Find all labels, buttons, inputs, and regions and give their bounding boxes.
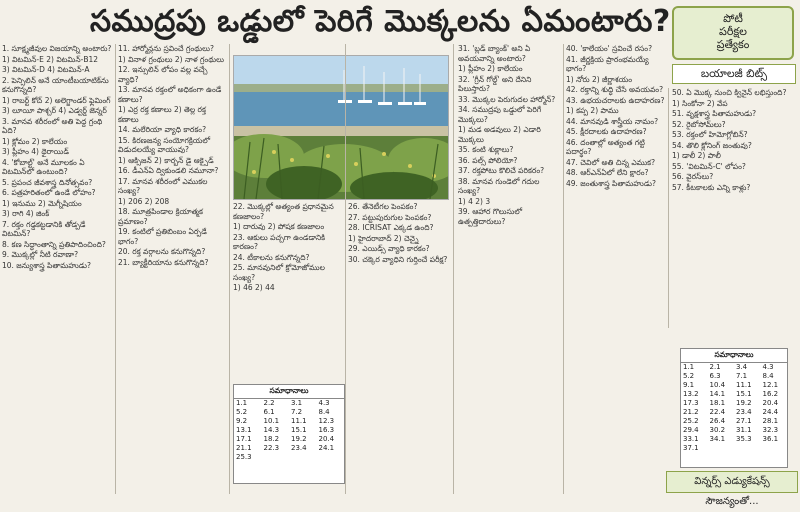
question-line: 33. మొక్కల పెరుగుదల హార్మోన్? bbox=[458, 94, 556, 104]
answer-key-cell: 1.1 bbox=[683, 363, 695, 371]
question-line: 54. తొలి క్లోనింగ్ జంతువు? bbox=[672, 140, 752, 150]
answer-key-cell: 3.1 bbox=[291, 399, 303, 407]
question-line: 31. 'బ్లడ్ బ్యాంక్' అని ఏ అవయవాన్ని అంటారు? bbox=[458, 44, 531, 63]
question-line: 1) రాబర్ట్ కోచ్ 2) అలెగ్జాండర్ ఫ్లెమింగ్ bbox=[2, 95, 111, 105]
question-line: 45. క్షీరదాలకు ఉదాహరణ? bbox=[566, 127, 647, 136]
question-line: 53. రక్తంలో హిమోగ్లోబిన్? bbox=[672, 130, 748, 139]
answer-key-cell: 28.1 bbox=[762, 417, 779, 425]
question-line: 19. కంటిలో ప్రతిబింబం ఏర్పడే భాగం? bbox=[118, 227, 207, 246]
question-line: 3) రాగి 4) జింక్ bbox=[2, 209, 50, 218]
question-line: 11. హార్మోన్లను స్రవించే గ్రంథులు? bbox=[118, 44, 214, 53]
answer-key-cell: 1.1 bbox=[236, 399, 248, 407]
question-line: 1) 206 2) 208 bbox=[118, 196, 170, 206]
question-line: 1) నోరు 2) జీర్ణాశయం bbox=[566, 74, 633, 84]
answer-key-cell: 24.4 bbox=[762, 408, 779, 416]
question-line: 52. రైబోసోమ్‌లు? bbox=[672, 119, 726, 129]
answer-key-cell: 37.1 bbox=[683, 444, 699, 452]
answer-key-cell: 19.2 bbox=[736, 399, 752, 407]
answer-key-row bbox=[234, 444, 344, 453]
question-line: 44. మానవుడి శాస్త్రీయ నామం? bbox=[566, 116, 659, 126]
question-line: 1) సింకోనా 2) వేప bbox=[672, 98, 728, 108]
answer-key-cell: 29.4 bbox=[683, 426, 699, 434]
answer-key-row bbox=[234, 426, 344, 435]
question-line: 28. ICRISAT ఎక్కడ ఉంది? bbox=[348, 223, 434, 232]
answer-key-cell: 24.1 bbox=[318, 444, 335, 452]
question-column-7 bbox=[348, 202, 451, 492]
answer-key-cell: 18.2 bbox=[263, 435, 280, 443]
answer-key-cell: 17.1 bbox=[236, 435, 252, 443]
headline: సముద్రపు ఒడ్డులో పెరిగే మొక్కలను ఏమంటారు? bbox=[90, 4, 671, 39]
question-line: 50. ఏ మొక్క నుంచి క్వినైన్ లభిస్తుంది? bbox=[672, 88, 787, 97]
answer-key-cell: 32.3 bbox=[762, 426, 779, 434]
question-line: 12. ఇన్సులిన్ లోపం వల్ల వచ్చే వ్యాధి? bbox=[118, 65, 208, 84]
answer-key-table bbox=[234, 399, 344, 462]
question-line: 3) ప్లీహం 4) థైరాయిడ్ bbox=[2, 147, 69, 156]
question-line: 10. జన్యుశాస్త్ర పితామహుడు? bbox=[2, 260, 91, 270]
question-line: 16. డీఎన్ఏ ద్వికుండలి నమూనా? bbox=[118, 166, 219, 175]
question-line: 14. మలేరియా వ్యాధి కారకం? bbox=[118, 125, 207, 134]
answer-key-cell bbox=[708, 444, 735, 453]
answer-key-row bbox=[234, 453, 344, 462]
answer-key-cell: 5.2 bbox=[236, 408, 248, 416]
answer-key-cell: 13.1 bbox=[236, 426, 252, 434]
answer-key-cell: 12.1 bbox=[762, 381, 779, 389]
question-line: 1) డాలీ 2) పాలీ bbox=[672, 151, 721, 160]
answer-key-row bbox=[681, 408, 787, 417]
question-column-4 bbox=[458, 44, 561, 495]
question-line: 51. వృక్షశాస్త్ర పితామహుడు? bbox=[672, 109, 757, 118]
answer-key-row bbox=[234, 399, 344, 408]
question-line: 38. మానవ గుండెలో గదుల సంఖ్య? bbox=[458, 176, 540, 195]
question-line: 1) కప్ప 2) పాము bbox=[566, 106, 619, 115]
answer-key-cell: 11.1 bbox=[736, 381, 752, 389]
question-line: 35. కంటి శుక్లాలు? bbox=[458, 145, 514, 154]
answer-key-title: సమాధానాలు bbox=[681, 349, 787, 363]
question-line: 5. ప్రపంచ జీవశాస్త్ర దినోత్సవం? bbox=[2, 177, 93, 187]
answer-key-cell: 16.2 bbox=[762, 390, 779, 398]
question-line: 18. మూత్రపిండాల క్రియాత్మక ప్రమాణం? bbox=[118, 207, 203, 226]
question-line: 46. దంతాల్లో అత్యంత గట్టి పదార్థం? bbox=[566, 137, 645, 156]
answer-key-cell: 14.3 bbox=[263, 426, 280, 434]
answer-key-cell: 15.1 bbox=[736, 390, 752, 398]
answer-key-cell: 15.1 bbox=[291, 426, 307, 434]
answer-key-cell: 9.2 bbox=[236, 417, 248, 425]
badge-line-2: పరీక్షల bbox=[719, 25, 747, 38]
question-line: 1) ఆక్సిజన్ 2) కార్బన్ డై ఆక్సైడ్ bbox=[118, 155, 214, 165]
question-line: 3) విటమిన్-D 4) విటమిన్-A bbox=[2, 65, 90, 74]
question-line: 41. జీర్ణక్రియ ప్రారంభమయ్యే భాగం? bbox=[566, 54, 649, 73]
question-line: 1) 46 2) 44 bbox=[233, 283, 275, 292]
answer-key-row bbox=[681, 363, 787, 372]
question-column-6 bbox=[672, 88, 796, 328]
answer-key-cell: 6.1 bbox=[263, 408, 275, 416]
answer-key-cell: 2.1 bbox=[709, 363, 721, 371]
answer-key-cell bbox=[761, 444, 788, 453]
question-line: 25. మానవునిలో క్రోమోజోముల సంఖ్య? bbox=[233, 263, 325, 282]
answer-key-cell: 7.2 bbox=[291, 408, 303, 416]
answer-key-cell: 25.2 bbox=[683, 417, 699, 425]
question-line: 1) హైదరాబాద్ 2) చెన్నై bbox=[348, 233, 419, 243]
question-line: 1) ఇనుము 2) మెగ్నీషియం bbox=[2, 198, 82, 208]
answer-key-title: సమాధానాలు bbox=[234, 385, 344, 399]
question-line: 2. పెన్సిలిన్ అనే యాంటీబయాటిక్‌ను కనుగొన్నది? bbox=[2, 75, 109, 94]
answer-key-cell: 25.3 bbox=[236, 453, 252, 461]
question-line: 47. చెవిలో అతి చిన్న ఎముక? bbox=[566, 157, 656, 167]
badge-line-3: ప్రత్యేకం bbox=[716, 38, 750, 51]
answer-key-cell: 17.3 bbox=[683, 399, 699, 407]
badge-line-1: పోటీ bbox=[723, 12, 743, 25]
answer-key-left bbox=[233, 384, 345, 484]
question-line: 17. మానవ శరీరంలో ఎముకల సంఖ్య? bbox=[118, 176, 208, 195]
question-line: 55. 'విటమిన్-C' లోపం? bbox=[672, 161, 746, 171]
question-line: 29. ఎయిడ్స్ వ్యాధి కారకం? bbox=[348, 244, 430, 253]
answer-key-cell bbox=[289, 453, 317, 462]
answer-key-cell: 19.2 bbox=[291, 435, 307, 443]
question-line: 43. ఉభయచరాలకు ఉదాహరణ? bbox=[566, 95, 665, 105]
question-line: 27. పట్టుపురుగుల పెంపకం? bbox=[348, 212, 432, 222]
answer-key-cell bbox=[262, 453, 290, 462]
question-line: 57. కీటకాలకు ఎన్ని కాళ్లు? bbox=[672, 182, 751, 192]
answer-key-cell: 14.1 bbox=[709, 390, 726, 398]
answer-key-cell: 23.4 bbox=[736, 408, 752, 416]
answer-key-row bbox=[234, 417, 344, 426]
answer-key-row bbox=[681, 399, 787, 408]
answer-key-cell: 34.1 bbox=[709, 435, 726, 443]
question-column-2 bbox=[118, 44, 227, 495]
question-line: 4. 'కోబాల్ట్' అనే మూలకం ఏ విటమిన్‌లో ఉంటుంది? bbox=[2, 157, 85, 176]
answer-key-cell: 20.4 bbox=[762, 399, 779, 407]
answer-key-cell: 33.1 bbox=[683, 435, 699, 443]
answer-key-cell: 10.4 bbox=[709, 381, 726, 389]
answer-key-cell: 18.1 bbox=[709, 399, 726, 407]
answer-key-cell: 21.2 bbox=[683, 408, 699, 416]
answer-key-cell: 5.2 bbox=[683, 372, 695, 380]
question-line: 8. కణ సిద్ధాంతాన్ని ప్రతిపాదించింది? bbox=[2, 239, 106, 249]
answer-key-cell: 3.4 bbox=[736, 363, 748, 371]
question-line: 37. రక్తపోటు కొలిచే పరికరం? bbox=[458, 166, 545, 175]
answer-key-cell: 36.1 bbox=[762, 435, 779, 443]
answer-key-right bbox=[680, 348, 788, 468]
answer-key-cell bbox=[734, 444, 761, 453]
answer-key-cell: 13.2 bbox=[683, 390, 699, 398]
answer-key-cell: 4.3 bbox=[318, 399, 330, 407]
answer-key-cell: 20.4 bbox=[318, 435, 335, 443]
question-line: 1) 4 2) 3 bbox=[458, 196, 491, 206]
question-line: 3. మానవ శరీరంలో అతి పెద్ద గ్రంథి ఏది? bbox=[2, 116, 103, 135]
answer-key-row bbox=[681, 390, 787, 399]
answer-key-cell: 23.4 bbox=[291, 444, 307, 452]
question-line: 9. మొక్కల్లో నీటి రవాణా? bbox=[2, 250, 79, 259]
question-line: 56. వైరస్‌లు? bbox=[672, 172, 714, 181]
question-line: 13. మానవ రక్తంలో అధికంగా ఉండే కణాలు? bbox=[118, 85, 222, 104]
answer-key-cell: 21.1 bbox=[236, 444, 252, 452]
question-column-5 bbox=[566, 44, 666, 495]
question-line: 1) ఎర్ర రక్త కణాలు 2) తెల్ల రక్త కణాలు bbox=[118, 105, 206, 124]
answer-key-row bbox=[681, 417, 787, 426]
question-line: 23. ఆకులు పచ్చగా ఉండడానికి కారణం? bbox=[233, 232, 326, 251]
answer-key-cell: 12.3 bbox=[318, 417, 335, 425]
section-badge bbox=[672, 6, 794, 60]
question-line: 1) దారువు 2) పోషక కణజాలం bbox=[233, 222, 325, 231]
answer-key-table bbox=[681, 363, 787, 453]
answer-key-cell: 35.3 bbox=[736, 435, 752, 443]
question-line: 22. మొక్కల్లో అత్యంత ప్రధానమైన కణజాలం? bbox=[233, 202, 334, 221]
answer-key-cell: 31.1 bbox=[736, 426, 752, 434]
answer-key-row bbox=[681, 372, 787, 381]
answer-key-cell: 7.1 bbox=[736, 372, 748, 380]
footer-credit: విన్నర్స్ ఎడ్యుకేషన్స్ సౌజన్యంతో... bbox=[666, 471, 798, 493]
question-line: 40. 'కాలేయం' స్రవించే రసం? bbox=[566, 44, 653, 53]
question-line: 1) ప్లీహం 2) కాలేయం bbox=[458, 64, 523, 73]
answer-key-row bbox=[681, 444, 787, 453]
question-line: 24. టీకాలను కనుగొన్నది? bbox=[233, 252, 310, 262]
question-line: 6. పత్రహరితంలో ఉండే లోహం? bbox=[2, 188, 96, 197]
question-line: 26. తేనెటీగల పెంపకం? bbox=[348, 202, 418, 211]
seaside-harbour-photo bbox=[233, 55, 449, 200]
answer-key-cell: 30.2 bbox=[709, 426, 726, 434]
answer-key-row bbox=[681, 435, 787, 444]
question-line: 21. బ్యాక్టీరియాను కనుగొన్నది? bbox=[118, 257, 209, 267]
question-line: 7. రక్తం గడ్డకట్టడానికి తోడ్పడే విటమిన్? bbox=[2, 219, 86, 238]
question-line: 20. రక్త వర్గాలను కనుగొన్నది? bbox=[118, 247, 206, 256]
answer-key-cell: 22.4 bbox=[709, 408, 726, 416]
question-line: 1) వినాళ గ్రంథులు 2) నాళ గ్రంథులు bbox=[118, 54, 225, 64]
question-line: 1) మడ అడవులు 2) ఎడారి మొక్కలు bbox=[458, 125, 541, 144]
answer-key-cell bbox=[317, 453, 345, 462]
question-line: 49. జంతుశాస్త్ర పితామహుడు? bbox=[566, 178, 656, 188]
question-line: 1. సూక్ష్మజీవుల విజయాన్ని అంటారు? bbox=[2, 44, 112, 53]
answer-key-row bbox=[681, 381, 787, 390]
question-line: 34. సముద్రపు ఒడ్డులో పెరిగే మొక్కలు? bbox=[458, 105, 542, 124]
answer-key-cell: 4.3 bbox=[762, 363, 774, 371]
question-line: 39. ఆహార గొలుసులో ఉత్పత్తిదారులు? bbox=[458, 207, 523, 226]
question-line: 3) లూయీ పాశ్చర్ 4) ఎడ్వర్డ్ జెన్నర్ bbox=[2, 106, 107, 115]
answer-key-cell: 10.1 bbox=[263, 417, 280, 425]
question-line: 30. చక్కెర వ్యాధిని గుర్తించే పరీక్ష? bbox=[348, 254, 448, 264]
question-line: 48. ఆర్ఎన్ఏలో లేని క్షారం? bbox=[566, 168, 649, 177]
question-line: 36. పల్స్ పోలియో? bbox=[458, 155, 518, 165]
answer-key-cell: 8.4 bbox=[318, 408, 330, 416]
answer-key-cell: 27.1 bbox=[736, 417, 752, 425]
answer-key-row bbox=[234, 435, 344, 444]
question-line: 1) విటమిన్-E 2) విటమిన్-B12 bbox=[2, 54, 99, 64]
question-line: 42. రక్తాన్ని శుద్ధి చేసే అవయవం? bbox=[566, 85, 664, 94]
answer-key-row bbox=[234, 408, 344, 417]
section-subtitle: బయాలజీ బిట్స్ bbox=[672, 64, 796, 84]
answer-key-cell: 11.1 bbox=[291, 417, 307, 425]
answer-key-cell: 6.3 bbox=[709, 372, 721, 380]
question-line: 1) క్లోమం 2) కాలేయం bbox=[2, 136, 68, 146]
answer-key-row bbox=[681, 426, 787, 435]
answer-key-cell: 9.1 bbox=[683, 381, 695, 389]
question-column-1 bbox=[2, 44, 113, 495]
answer-key-cell: 22.3 bbox=[263, 444, 280, 452]
question-line: 15. కిరణజన్య సంయోగక్రియలో విడుదలయ్యే వాయువు? bbox=[118, 135, 211, 154]
answer-key-cell: 16.3 bbox=[318, 426, 335, 434]
answer-key-cell: 2.2 bbox=[263, 399, 275, 407]
answer-key-cell: 26.4 bbox=[709, 417, 726, 425]
question-line: 32. 'గ్రీన్ గోల్డ్' అని దేనిని పిలుస్తారు? bbox=[458, 74, 532, 93]
answer-key-cell: 8.4 bbox=[762, 372, 774, 380]
